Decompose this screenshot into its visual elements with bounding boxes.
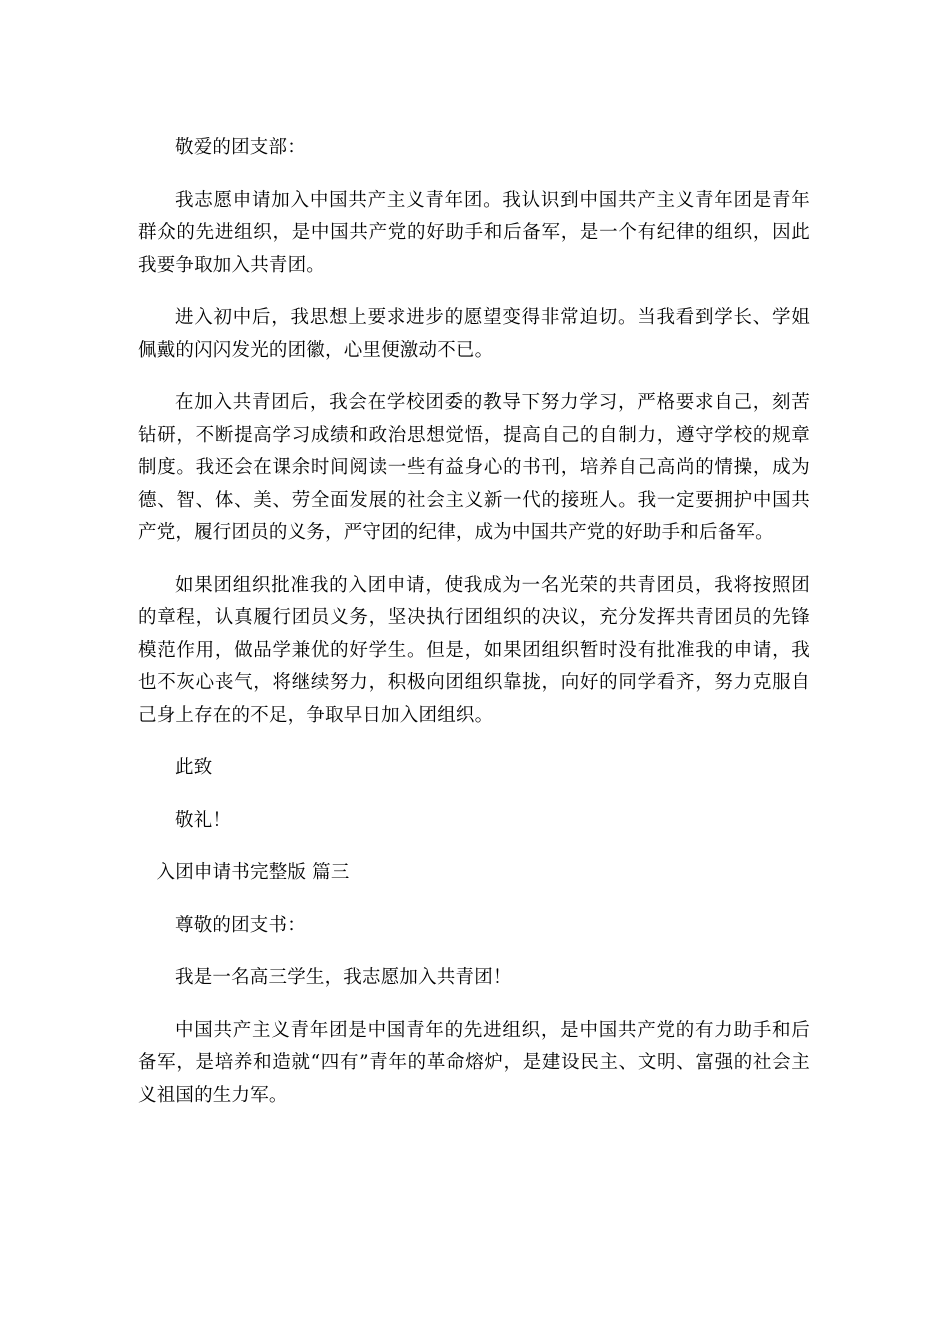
section-heading: 入团申请书完整版 篇三: [156, 862, 350, 883]
paragraph-league-description: 中国共产主义青年团是中国青年的先进组织，是中国共产党的有力助手和后备军，是培养和造就“四有”青年的革命熔炉，是建设民主、文明、富强的社会主义祖国的生力军。: [138, 1019, 810, 1106]
salutation-2: 尊敬的团支书：: [175, 914, 306, 936]
paragraph-middle-school: 进入初中后，我思想上要求进步的愿望变得非常迫切。当我看到学长、学姐佩戴的闪闪发光的团徽，心里便激动不已。: [138, 307, 810, 361]
closing-jingli: 敬礼！: [175, 809, 232, 831]
paragraph-commitment: 在加入共青团后，我会在学校团委的教导下努力学习，严格要求自己，刻苦钻研，不断提高学习成绩和政治思想觉悟，提高自己的自制力，遵守学校的规章制度。我还会在课余时间阅读一些有益身心的书刊，培养自己高尚的情操，成为德、智、体、美、劳全面发展的社会主义新一代的接班人。我一定要拥护中国共产党，履行团员的义务，严守团的纪律，成为中国共产党的好助手和后备军。: [138, 392, 810, 543]
paragraph-if-approved: 如果团组织批准我的入团申请，使我成为一名光荣的共青团员，我将按照团的章程，认真履行团员义务，坚决执行团组织的决议，充分发挥共青团员的先锋模范作用，做品学兼优的好学生。但是，如果团组织暂时没有批准我的申请，我也不灰心丧气，将继续努力，积极向团组织靠拢，向好的同学看齐，努力克服自己身上存在的不足，争取早日加入团组织。: [138, 574, 810, 726]
salutation-1: 敬爱的团支部：: [175, 137, 306, 158]
closing-cizhi: 此致: [175, 757, 213, 778]
document-body: [138, 132, 810, 1132]
paragraph-intro-2: 我是一名高三学生，我志愿加入共青团！: [175, 967, 512, 988]
paragraph-intro-1: 我志愿申请加入中国共产主义青年团。我认识到中国共产主义青年团是青年群众的先进组织，是中国共产党的好助手和后备军，是一个有纪律的组织，因此我要争取加入共青团。: [138, 189, 810, 276]
